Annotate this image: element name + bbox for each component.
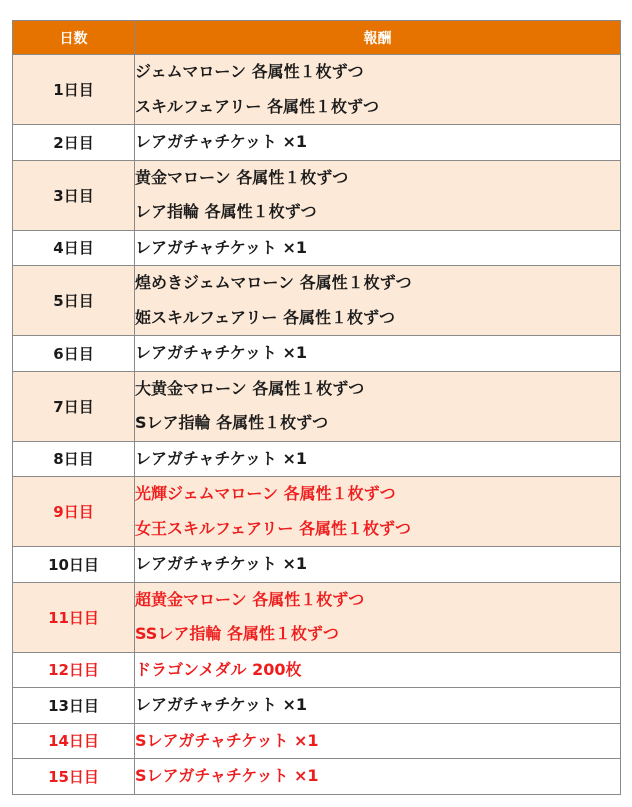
reward-line: 女王スキルフェアリー 各属性１枚ずつ	[135, 518, 411, 538]
day-cell: 1日目	[13, 55, 135, 125]
reward-line: 姫スキルフェアリー 各属性１枚ずつ	[135, 307, 395, 327]
reward-cell	[135, 230, 621, 266]
reward-cell	[135, 160, 621, 230]
table-row	[13, 723, 621, 759]
reward-cell	[135, 125, 621, 161]
reward-cell	[135, 441, 621, 477]
reward-line: Sレア指輪 各属性１枚ずつ	[135, 413, 329, 432]
day-cell: 2日目	[13, 125, 135, 161]
reward-line: Sレアガチャチケット ×1	[135, 766, 319, 785]
table-row	[13, 336, 621, 372]
reward-cell	[135, 371, 621, 441]
reward-cell	[135, 55, 621, 125]
reward-line: レアガチャチケット ×1	[135, 448, 308, 468]
reward-line: レア指輪 各属性１枚ずつ	[135, 202, 317, 221]
reward-line: ジェムマローン 各属性１枚ずつ	[135, 62, 364, 81]
day-cell: 10日目	[13, 547, 135, 583]
day-cell: 14日目	[13, 723, 135, 759]
header-reward: 報酬	[135, 21, 621, 55]
day-cell: 11日目	[13, 582, 135, 652]
table-row	[13, 477, 621, 547]
reward-cell	[135, 336, 621, 372]
table-row	[13, 266, 621, 336]
reward-line: 光輝ジェムマローン 各属性１枚ずつ	[135, 484, 396, 503]
table-row	[13, 55, 621, 125]
reward-line: SSレア指輪 各属性１枚ずつ	[135, 624, 339, 643]
table-row	[13, 230, 621, 266]
table-row	[13, 371, 621, 441]
day-cell: 4日目	[13, 230, 135, 266]
table-row	[13, 759, 621, 795]
reward-line: レアガチャチケット ×1	[135, 237, 308, 257]
reward-line: レアガチャチケット ×1	[135, 132, 308, 151]
reward-line: レアガチャチケット ×1	[135, 695, 308, 714]
table-header-row	[13, 21, 621, 55]
day-cell: 12日目	[13, 652, 135, 688]
table-row	[13, 652, 621, 688]
day-cell: 7日目	[13, 371, 135, 441]
reward-cell	[135, 477, 621, 547]
reward-cell	[135, 266, 621, 336]
reward-line: Sレアガチャチケット ×1	[135, 730, 319, 750]
reward-line: ドラゴンメダル 200枚	[135, 659, 302, 679]
table-row	[13, 582, 621, 652]
reward-line: レアガチャチケット ×1	[135, 554, 308, 573]
table-body	[13, 55, 621, 795]
day-cell: 6日目	[13, 336, 135, 372]
reward-cell	[135, 723, 621, 759]
day-cell: 9日目	[13, 477, 135, 547]
table-row	[13, 160, 621, 230]
reward-line: 煌めきジェムマローン 各属性１枚ずつ	[135, 273, 412, 292]
table-row	[13, 547, 621, 583]
reward-cell	[135, 759, 621, 795]
reward-line: スキルフェアリー 各属性１枚ずつ	[135, 96, 379, 116]
table-row	[13, 688, 621, 724]
reward-cell	[135, 688, 621, 724]
day-cell: 15日目	[13, 759, 135, 795]
reward-cell	[135, 652, 621, 688]
day-cell: 3日目	[13, 160, 135, 230]
header-day: 日数	[13, 21, 135, 55]
day-cell: 13日目	[13, 688, 135, 724]
reward-line: レアガチャチケット ×1	[135, 343, 308, 362]
reward-line: 超黄金マローン 各属性１枚ずつ	[135, 589, 365, 609]
reward-line: 黄金マローン 各属性１枚ずつ	[135, 167, 349, 187]
table-row	[13, 441, 621, 477]
login-reward-table	[12, 20, 621, 795]
reward-cell	[135, 547, 621, 583]
table-row	[13, 125, 621, 161]
day-cell: 8日目	[13, 441, 135, 477]
day-cell: 5日目	[13, 266, 135, 336]
reward-cell	[135, 582, 621, 652]
reward-line: 大黄金マローン 各属性１枚ずつ	[135, 378, 365, 398]
